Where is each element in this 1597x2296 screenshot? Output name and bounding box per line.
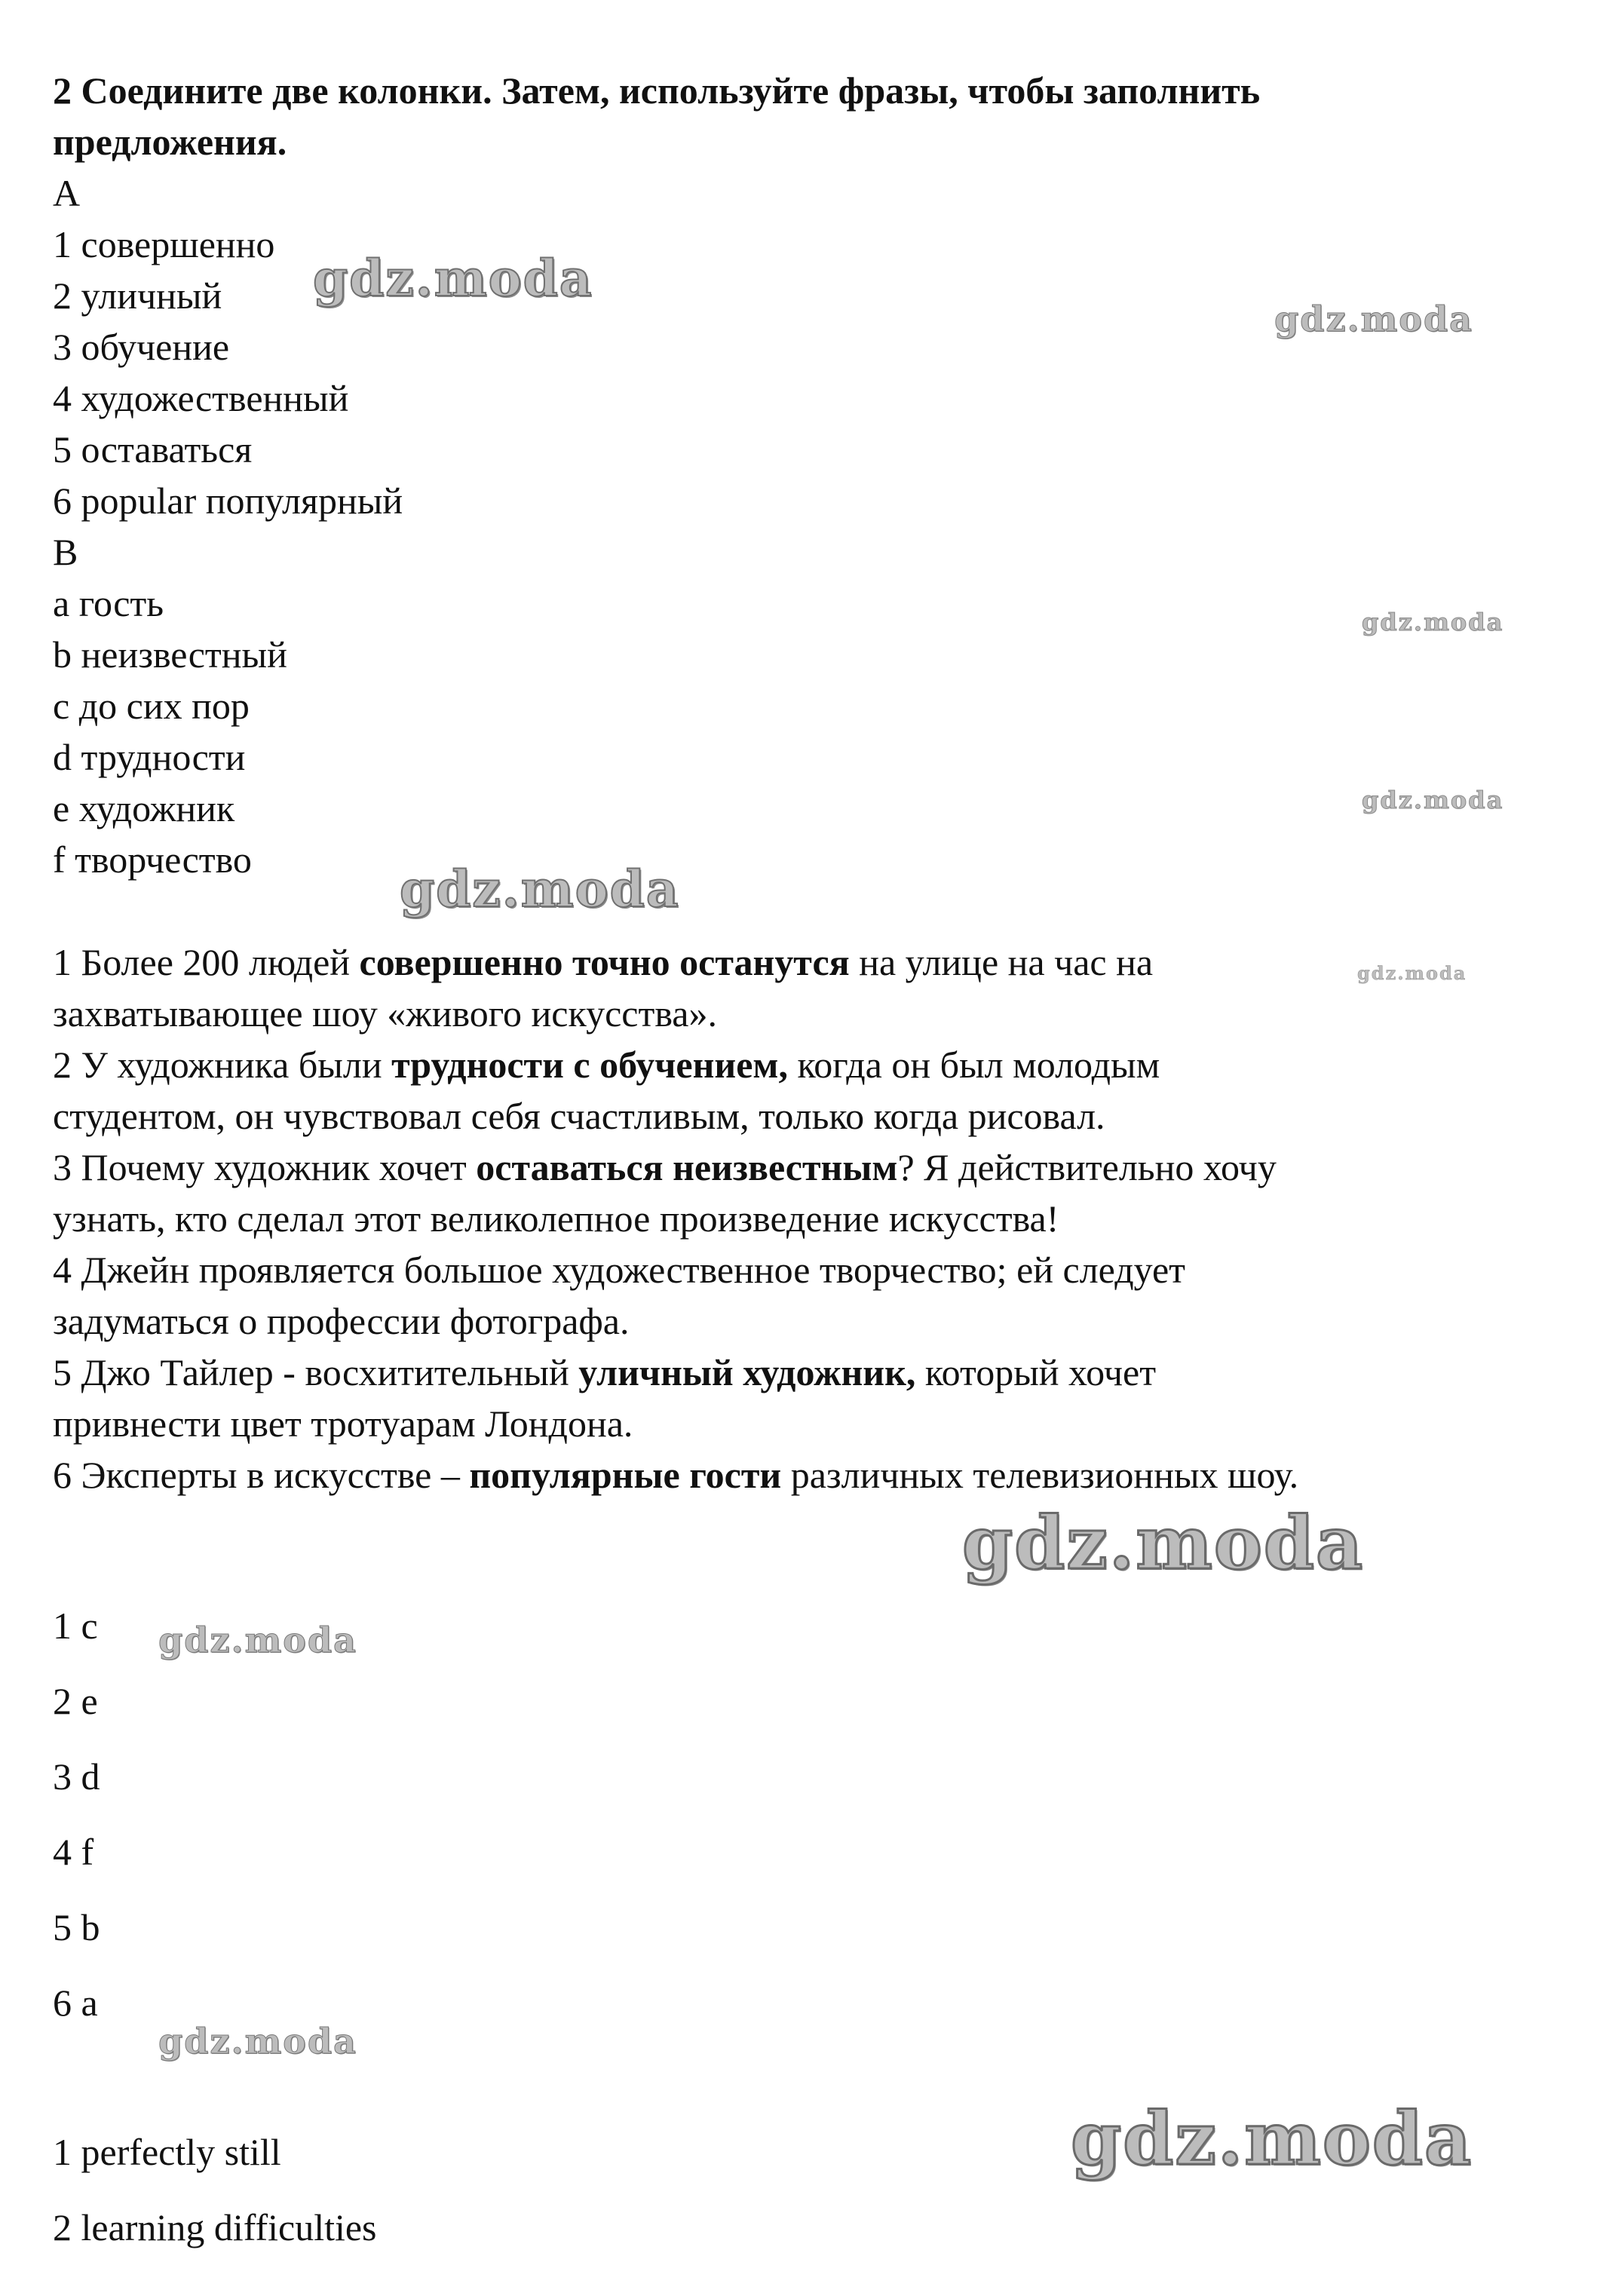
sentence-3-line-2: узнать, кто сделал этот великолепное произведение искусства! xyxy=(53,1197,1059,1240)
watermark: gdz.moda xyxy=(1362,786,1504,814)
answer-item: 2 e xyxy=(53,1680,98,1722)
sentence-text: который хочет xyxy=(915,1351,1157,1393)
phrase-item: 1 perfectly still xyxy=(53,2131,281,2173)
sentence-2-line-1 xyxy=(53,1039,1160,1090)
watermark: gdz.moda xyxy=(1362,608,1504,636)
phrase-item: 2 learning difficulties xyxy=(53,2206,377,2248)
column-a-item: 5 оставаться xyxy=(53,428,253,471)
sentence-1-line-2: захватывающее шоу «живого искусства». xyxy=(53,992,717,1035)
column-a-item: 6 popular популярный xyxy=(53,480,403,522)
column-b-item: d трудности xyxy=(53,736,246,778)
sentence-5-line-1 xyxy=(53,1347,1156,1398)
watermark: gdz.moda xyxy=(400,860,680,918)
answer-item: 1 c xyxy=(53,1605,98,1647)
answer-item: 4 f xyxy=(53,1831,94,1873)
answer-item: 6 a xyxy=(53,1982,98,2024)
sentence-2-line-2: студентом, он чувствовал себя счастливым, только когда рисовал. xyxy=(53,1095,1105,1137)
watermark: gdz.moda xyxy=(1071,2096,1473,2181)
sentence-answer-phrase: популярные гости xyxy=(469,1454,782,1496)
sentence-4-line-2: задуматься о профессии фотографа. xyxy=(53,1300,630,1342)
sentence-text: 1 Более 200 людей xyxy=(53,941,360,983)
column-a-item: 2 уличный xyxy=(53,274,222,317)
sentence-answer-phrase: уличный художник, xyxy=(578,1351,916,1393)
answer-item: 3 d xyxy=(53,1755,100,1798)
task-title-line-2: предложения. xyxy=(53,121,287,163)
watermark: gdz.moda xyxy=(1357,962,1467,984)
column-a-item: 1 совершенно xyxy=(53,223,275,265)
sentence-6-line-1 xyxy=(53,1449,1298,1501)
column-a-heading: A xyxy=(53,172,81,214)
watermark: gdz.moda xyxy=(962,1501,1365,1586)
sentence-answer-phrase: совершенно точно останутся xyxy=(359,941,850,983)
watermark: gdz.moda xyxy=(313,249,593,308)
column-a-item: 3 обучение xyxy=(53,326,230,368)
sentence-text: 2 У художника были xyxy=(53,1044,392,1086)
sentence-answer-phrase: трудности с обучением, xyxy=(391,1044,788,1086)
sentence-answer-phrase: оставаться неизвестным xyxy=(476,1146,898,1188)
sentence-text: 3 Почему художник хочет xyxy=(53,1146,477,1188)
column-a-item: 4 художественный xyxy=(53,377,349,419)
sentence-text: 5 Джо Тайлер - восхитительный xyxy=(53,1351,579,1393)
sentence-text: когда он был молодым xyxy=(787,1044,1160,1086)
sentence-text: различных телевизионных шоу. xyxy=(781,1454,1299,1496)
column-b-item: a гость xyxy=(53,582,164,624)
sentence-text: ? Я действительно хочу xyxy=(897,1146,1277,1188)
watermark: gdz.moda xyxy=(158,2021,357,2061)
column-b-item: b неизвестный xyxy=(53,633,287,676)
answer-item: 5 b xyxy=(53,1906,100,1948)
column-b-item: f творчество xyxy=(53,838,252,881)
column-b-heading: B xyxy=(53,531,78,573)
sentence-text: на улице на час на xyxy=(849,941,1154,983)
sentence-4-line-1: 4 Джейн проявляется большое художественное творчество; ей следует xyxy=(53,1249,1186,1291)
watermark: gdz.moda xyxy=(1274,299,1473,339)
sentence-text: 6 Эксперты в искусстве – xyxy=(53,1454,470,1496)
sentence-1-line-1 xyxy=(53,936,1153,988)
sentence-5-line-2: привнести цвет тротуарам Лондона. xyxy=(53,1402,633,1445)
column-b-item: e художник xyxy=(53,787,235,829)
sentence-3-line-1 xyxy=(53,1142,1277,1193)
column-b-item: c до сих пор xyxy=(53,685,250,727)
task-title-line-1: 2 Соедините две колонки. Затем, используйте фразы, чтобы заполнить xyxy=(53,69,1261,112)
watermark: gdz.moda xyxy=(158,1620,357,1660)
